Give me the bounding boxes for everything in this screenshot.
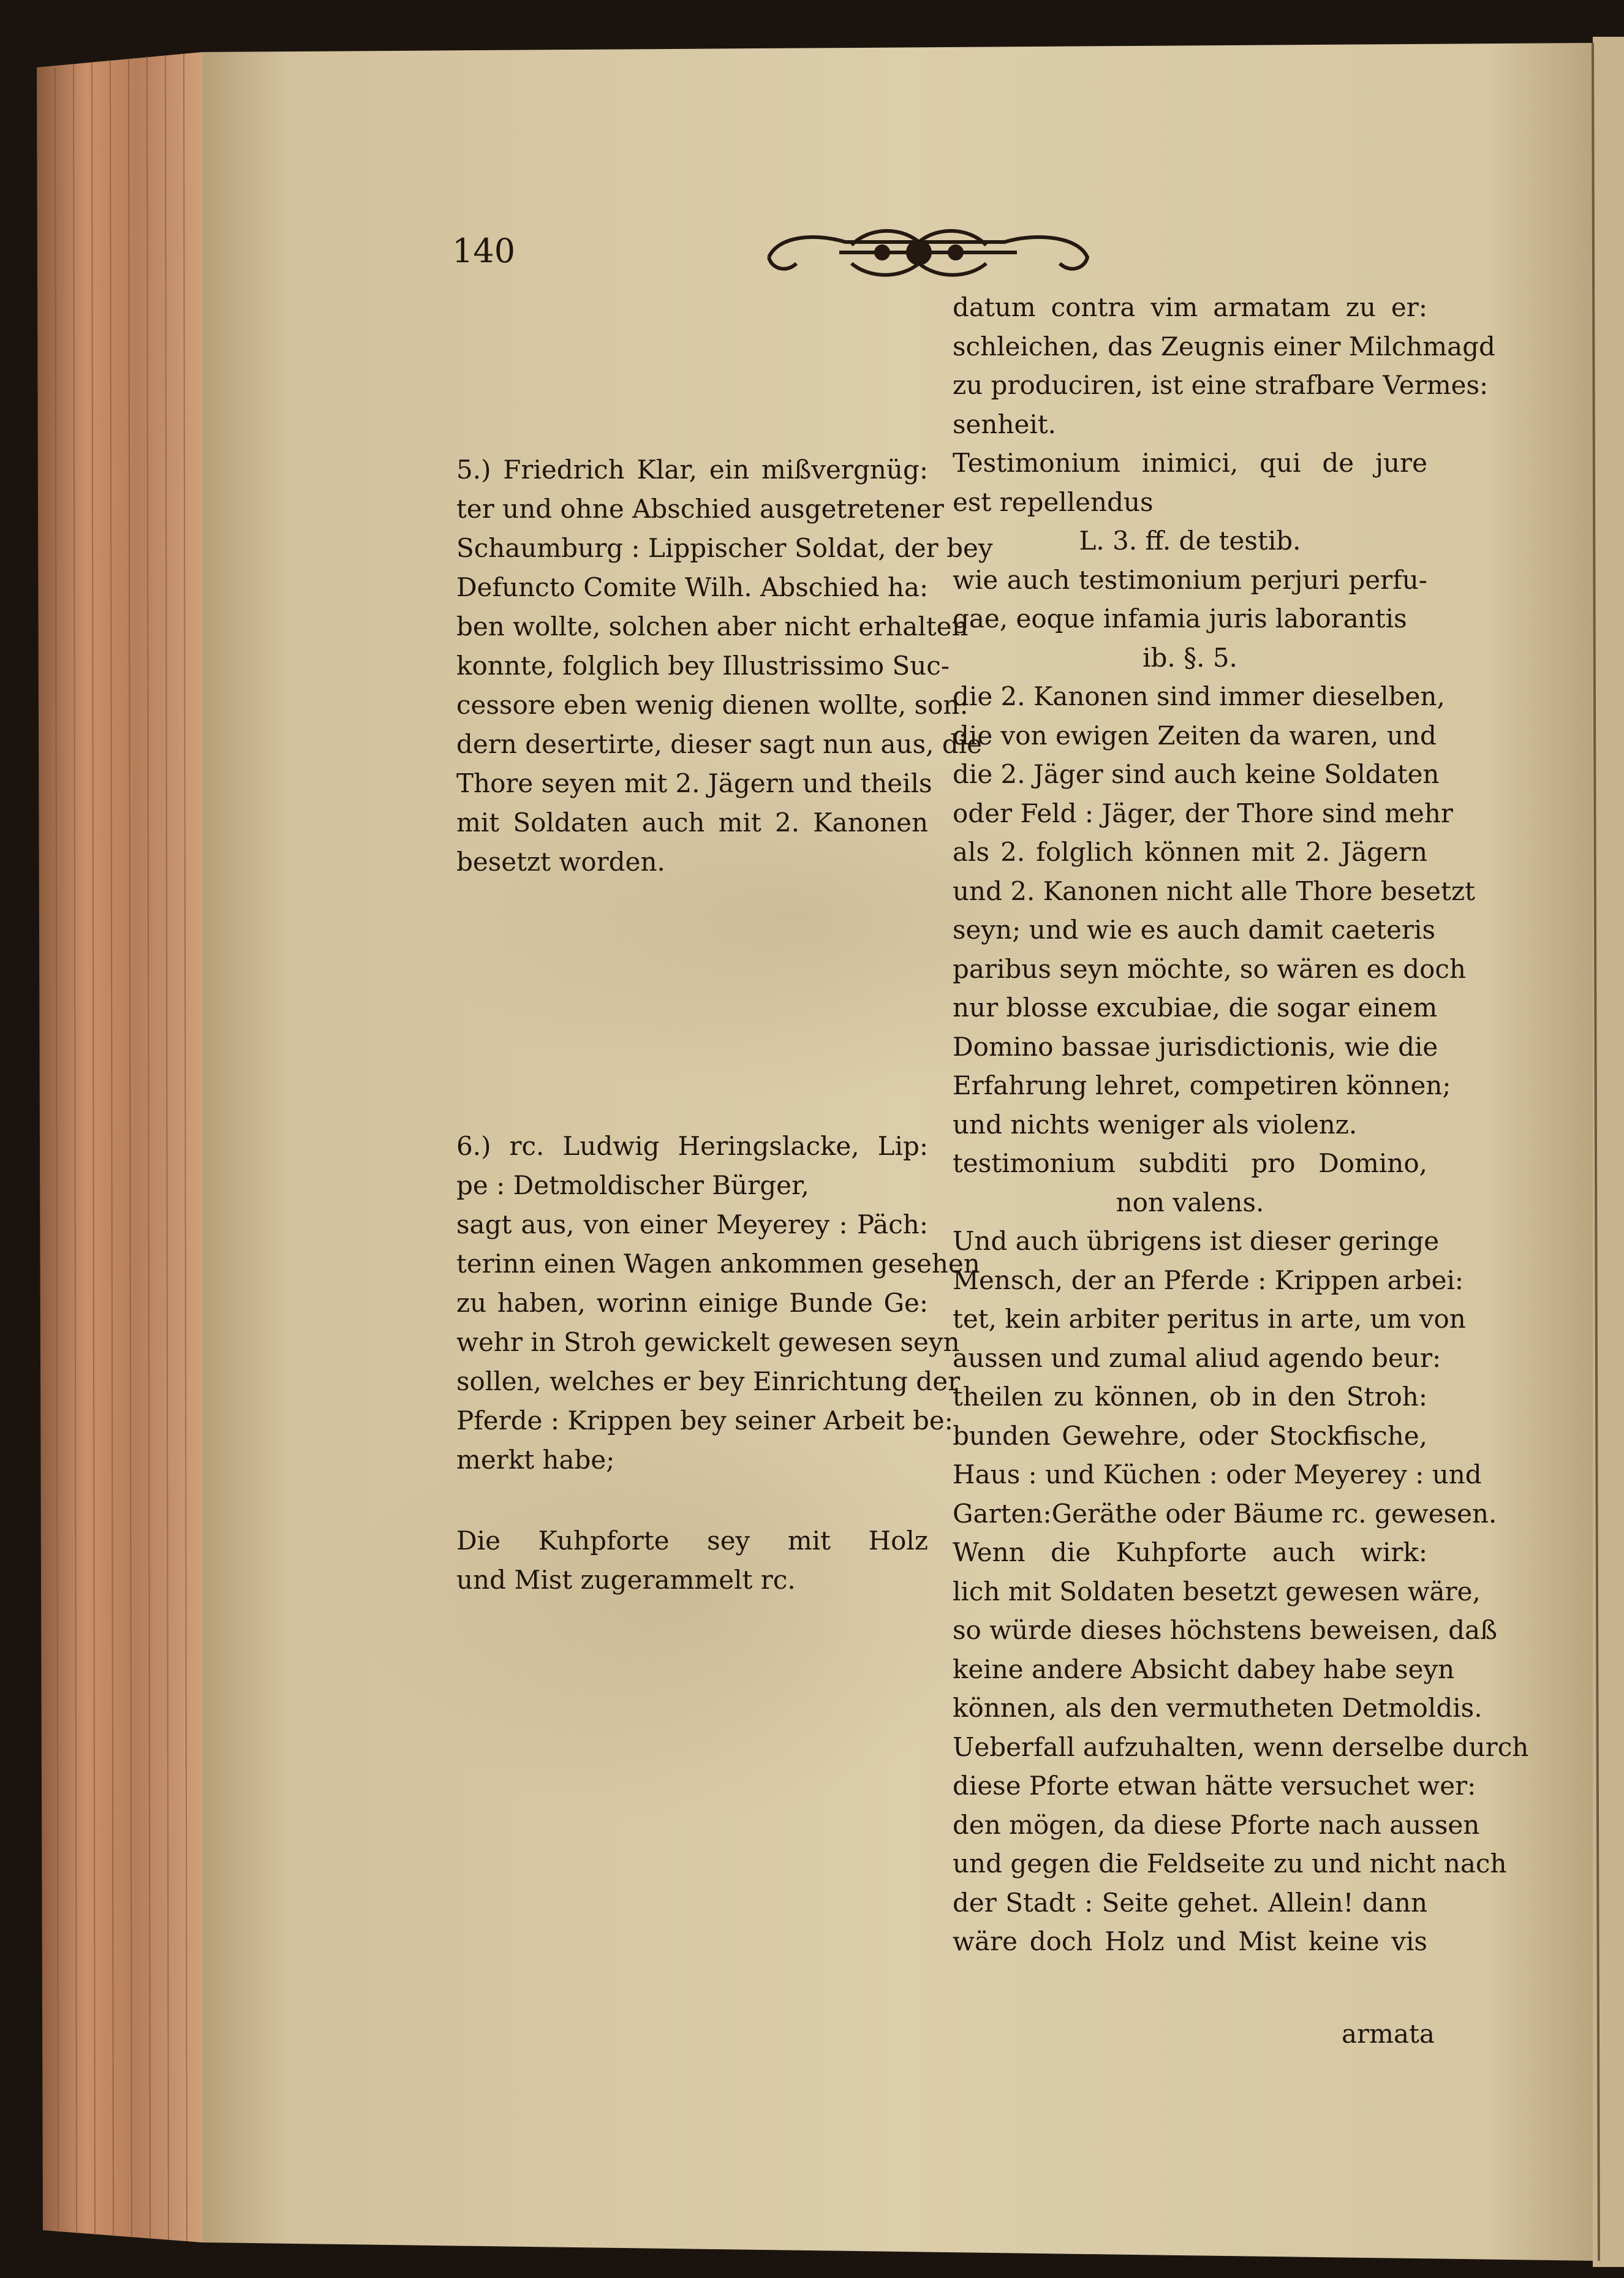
text-line: 5.) Friedrich Klar, ein mißvergnüg: <box>456 455 928 485</box>
text-line: Domino bassae jurisdictionis, wie die <box>953 1031 1438 1062</box>
text-line: und 2. Kanonen nicht alle Thore besetzt <box>953 876 1475 906</box>
testimonium-subditi <box>953 1144 1427 1222</box>
text-line: tet, kein arbiter peritus in arte, um von <box>953 1304 1466 1334</box>
text-line: gae, eoque infamia juris laborantis <box>953 604 1407 634</box>
left-column <box>456 450 993 1600</box>
text-line: aussen und zumal aliud agendo beur: <box>953 1342 1441 1373</box>
text-line: non valens. <box>1116 1187 1264 1217</box>
text-line: schleichen, das Zeugnis einer Milchmagd <box>953 331 1495 361</box>
text-line: zu produciren, ist eine strafbare Vermes: <box>953 370 1489 400</box>
text-line: Garten:Geräthe oder Bäume rc. gewesen. <box>953 1498 1497 1529</box>
rebuttal-milchmagd <box>953 288 1495 444</box>
text-line: und nichts weniger als violenz. <box>953 1109 1358 1140</box>
text-line: seyn; und wie es auch damit caeteris <box>953 915 1436 945</box>
text-line: dern desertirte, dieser sagt nun aus, die <box>456 729 983 759</box>
text-line: diese Pforte etwan hätte versuchet wer: <box>953 1771 1476 1801</box>
citation: L. 3. ff. de testib. <box>1079 526 1301 556</box>
testimonium-perjuri <box>953 561 1427 678</box>
text-line: sagt aus, von einer Meyerey : Päch: <box>456 1209 928 1239</box>
text-line: der Stadt : Seite gehet. Allein! dann <box>953 1887 1427 1918</box>
text-line: den mögen, da diese Pforte nach aussen <box>953 1809 1480 1840</box>
citation: ib. §. 5. <box>1142 642 1237 673</box>
text-line: Die Kuhpforte sey mit Holz <box>456 1526 928 1556</box>
text-line: Schaumburg : Lippischer Soldat, der bey <box>456 533 993 563</box>
text-line: datum contra vim armatam zu er: <box>953 292 1427 322</box>
text-line: est repellendus <box>953 486 1154 517</box>
text-line: besetzt worden. <box>456 847 665 877</box>
text-line: Ueberfall aufzuhalten, wenn derselbe durch <box>953 1731 1529 1762</box>
text-line: oder Feld : Jäger, der Thore sind mehr <box>953 798 1453 828</box>
page-edges <box>37 52 202 2242</box>
text-line: merkt habe; <box>456 1445 615 1475</box>
text-line: wäre doch Holz und Mist keine vis <box>953 1926 1427 1956</box>
text-line: Defuncto Comite Wilh. Abschied ha: <box>456 572 929 602</box>
text-line: konnte, folglich bey Illustrissimo Suc- <box>456 651 950 681</box>
text-line: testimonium subditi pro Domino, <box>953 1148 1427 1178</box>
text-line: wehr in Stroh gewickelt gewesen seyn <box>456 1327 960 1357</box>
text-line: ter und ohne Abschied ausgetretener <box>456 494 944 524</box>
text-line: ben wollte, solchen aber nicht erhalten <box>456 611 969 641</box>
text-line: und gegen die Feldseite zu und nicht nach <box>953 1849 1507 1879</box>
page-number: 140 <box>452 232 516 270</box>
rebuttal-kuhpforte <box>953 1533 1529 1961</box>
text-line: sollen, welches er bey Einrichtung der <box>456 1366 961 1396</box>
text-line: keine andere Absicht dabey habe seyn <box>953 1654 1455 1684</box>
text-line: Erfahrung lehret, competiren können; <box>953 1070 1451 1100</box>
right-column <box>953 288 1529 1961</box>
text-line: 6.) rc. Ludwig Heringslacke, Lip: <box>456 1131 928 1161</box>
text-line: Thore seyen mit 2. Jägern und theils <box>456 768 932 798</box>
testimonium-inimici <box>953 444 1427 561</box>
text-line: die von ewigen Zeiten da waren, und <box>953 720 1437 751</box>
text-line: die 2. Jäger sind auch keine Soldaten <box>953 759 1440 789</box>
entry-kuhpforte <box>456 1521 928 1600</box>
catchword: armata <box>1342 2019 1435 2049</box>
text-line: zu haben, worinn einige Bunde Ge: <box>456 1288 928 1318</box>
text-line: als 2. folglich können mit 2. Jägern <box>953 837 1427 867</box>
text-line: und Mist zugerammelt rc. <box>456 1565 796 1595</box>
rebuttal-kanonen <box>953 677 1475 1144</box>
text-line: wie auch testimonium perjuri perfu- <box>953 564 1427 595</box>
text-line: Und auch übrigens ist dieser geringe <box>953 1226 1440 1256</box>
text-line: lich mit Soldaten besetzt gewesen wäre, <box>953 1576 1481 1606</box>
text-line: Wenn die Kuhpforte auch wirk: <box>953 1537 1427 1567</box>
text-line: paribus seyn möchte, so wären es doch <box>953 953 1466 984</box>
text-line: bunden Gewehre, oder Stockfische, <box>953 1420 1427 1451</box>
text-line: Haus : und Küchen : oder Meyerey : und <box>953 1459 1482 1489</box>
text-line: Testimonium inimici, qui de jure <box>953 448 1427 478</box>
text-line: theilen zu können, ob in den Stroh: <box>953 1382 1427 1412</box>
text-line: Mensch, der an Pferde : Krippen arbei: <box>953 1265 1464 1295</box>
text-line: Pferde : Krippen bey seiner Arbeit be: <box>456 1406 953 1436</box>
text-line: können, als den vermutheten Detmoldis. <box>953 1693 1482 1723</box>
text-line: nur blosse excubiae, die sogar einem <box>953 993 1438 1023</box>
text-line: cessore eben wenig dienen wollte, son: <box>456 690 969 720</box>
rebuttal-arbiter <box>953 1222 1497 1533</box>
text-line: senheit. <box>953 409 1057 439</box>
text-line: mit Soldaten auch mit 2. Kanonen <box>456 808 928 838</box>
text-line: die 2. Kanonen sind immer dieselben, <box>953 681 1445 711</box>
text-line: pe : Detmoldischer Bürger, <box>456 1170 809 1200</box>
text-line: so würde dieses höchstens beweisen, daß <box>953 1615 1498 1645</box>
text-line: terinn einen Wagen ankommen gesehen <box>456 1249 980 1279</box>
entry-6-ludwig-heringslacke <box>456 1127 980 1480</box>
entry-5-friedrich-klar <box>456 450 993 882</box>
